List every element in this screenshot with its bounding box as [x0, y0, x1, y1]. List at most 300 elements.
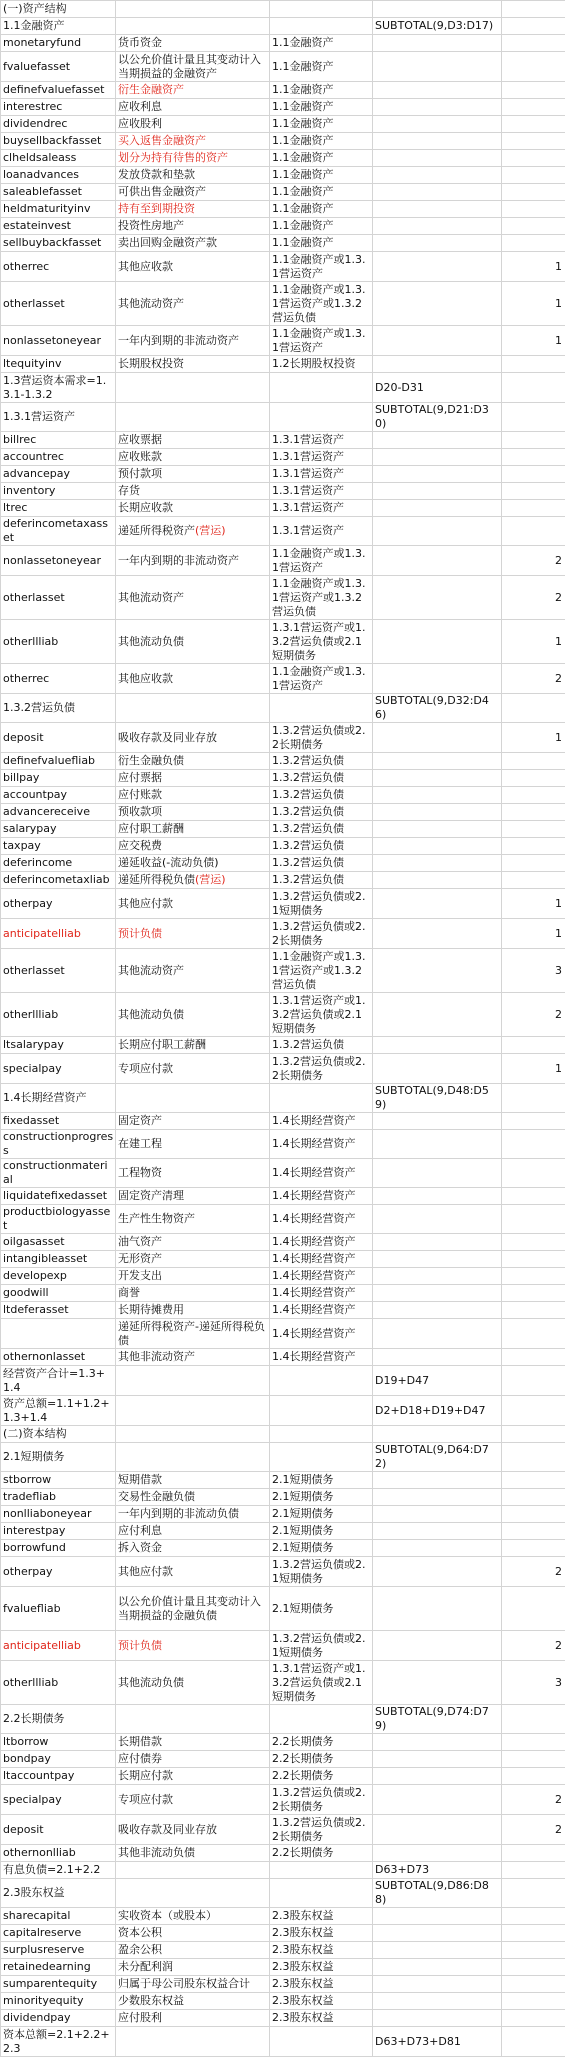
count-cell[interactable] — [502, 872, 565, 889]
item-name-cell[interactable] — [116, 1506, 270, 1523]
field-code-cell[interactable] — [1, 326, 116, 356]
category-cell[interactable] — [270, 1540, 373, 1557]
count-cell[interactable] — [502, 326, 565, 356]
count-cell[interactable] — [502, 1993, 565, 2010]
category-cell[interactable] — [270, 18, 373, 35]
field-code-cell[interactable] — [1, 1188, 116, 1205]
field-code-cell[interactable] — [1, 1540, 116, 1557]
field-code-cell[interactable] — [1, 1925, 116, 1942]
item-name-cell[interactable] — [116, 1942, 270, 1959]
category-cell[interactable] — [270, 1925, 373, 1942]
item-name-cell[interactable] — [116, 35, 270, 52]
item-name-cell[interactable] — [116, 1396, 270, 1426]
item-name-cell[interactable] — [116, 804, 270, 821]
formula-cell[interactable] — [373, 1054, 502, 1084]
formula-cell[interactable] — [373, 2010, 502, 2027]
item-name-cell[interactable] — [116, 403, 270, 432]
field-code-cell[interactable] — [1, 432, 116, 449]
count-cell[interactable] — [502, 1037, 565, 1054]
category-cell[interactable] — [270, 1557, 373, 1587]
formula-cell[interactable] — [373, 116, 502, 133]
category-cell[interactable] — [270, 282, 373, 326]
category-cell[interactable] — [270, 1205, 373, 1234]
field-code-cell[interactable] — [1, 500, 116, 517]
item-name-cell[interactable] — [116, 201, 270, 218]
formula-cell[interactable] — [373, 1557, 502, 1587]
item-name-cell[interactable] — [116, 2010, 270, 2027]
field-code-cell[interactable] — [1, 1366, 116, 1396]
count-cell[interactable] — [502, 787, 565, 804]
formula-cell[interactable] — [373, 432, 502, 449]
formula-cell[interactable] — [373, 1268, 502, 1285]
item-name-cell[interactable] — [116, 1285, 270, 1302]
item-name-cell[interactable] — [116, 1959, 270, 1976]
category-cell[interactable] — [270, 252, 373, 282]
count-cell[interactable] — [502, 1443, 565, 1472]
field-code-cell[interactable] — [1, 620, 116, 664]
count-cell[interactable] — [502, 201, 565, 218]
field-code-cell[interactable] — [1, 1942, 116, 1959]
count-cell[interactable] — [502, 1188, 565, 1205]
item-name-cell[interactable] — [116, 1993, 270, 2010]
formula-cell[interactable] — [373, 1472, 502, 1489]
count-cell[interactable] — [502, 1, 565, 18]
item-name-cell[interactable] — [116, 1587, 270, 1631]
item-name-cell[interactable] — [116, 1908, 270, 1925]
count-cell[interactable] — [502, 770, 565, 787]
field-code-cell[interactable] — [1, 18, 116, 35]
field-code-cell[interactable] — [1, 546, 116, 576]
item-name-cell[interactable] — [116, 753, 270, 770]
item-name-cell[interactable] — [116, 1751, 270, 1768]
category-cell[interactable] — [270, 1302, 373, 1319]
formula-cell[interactable] — [373, 1908, 502, 1925]
field-code-cell[interactable] — [1, 2010, 116, 2027]
item-name-cell[interactable] — [116, 18, 270, 35]
field-code-cell[interactable] — [1, 184, 116, 201]
category-cell[interactable] — [270, 1113, 373, 1130]
category-cell[interactable] — [270, 872, 373, 889]
category-cell[interactable] — [270, 1426, 373, 1443]
field-code-cell[interactable] — [1, 1976, 116, 1993]
item-name-cell[interactable] — [116, 167, 270, 184]
formula-cell[interactable] — [373, 1, 502, 18]
category-cell[interactable] — [270, 1845, 373, 1862]
field-code-cell[interactable] — [1, 576, 116, 620]
formula-cell[interactable] — [373, 753, 502, 770]
formula-cell[interactable] — [373, 373, 502, 403]
formula-cell[interactable] — [373, 838, 502, 855]
field-code-cell[interactable] — [1, 449, 116, 466]
count-cell[interactable] — [502, 855, 565, 872]
formula-cell[interactable] — [373, 1251, 502, 1268]
item-name-cell[interactable] — [116, 2027, 270, 2057]
category-cell[interactable] — [270, 1908, 373, 1925]
formula-cell[interactable] — [373, 1396, 502, 1426]
formula-cell[interactable] — [373, 1443, 502, 1472]
category-cell[interactable] — [270, 116, 373, 133]
item-name-cell[interactable] — [116, 1523, 270, 1540]
formula-cell[interactable] — [373, 1113, 502, 1130]
category-cell[interactable] — [270, 1268, 373, 1285]
category-cell[interactable] — [270, 821, 373, 838]
field-code-cell[interactable] — [1, 1993, 116, 2010]
field-code-cell[interactable] — [1, 150, 116, 167]
formula-cell[interactable] — [373, 150, 502, 167]
count-cell[interactable] — [502, 1396, 565, 1426]
count-cell[interactable] — [502, 1976, 565, 1993]
count-cell[interactable] — [502, 1768, 565, 1785]
field-code-cell[interactable] — [1, 218, 116, 235]
formula-cell[interactable] — [373, 889, 502, 919]
count-cell[interactable] — [502, 1631, 565, 1661]
field-code-cell[interactable] — [1, 1587, 116, 1631]
field-code-cell[interactable] — [1, 1631, 116, 1661]
item-name-cell[interactable] — [116, 546, 270, 576]
formula-cell[interactable] — [373, 1815, 502, 1845]
category-cell[interactable] — [270, 1159, 373, 1188]
category-cell[interactable] — [270, 1959, 373, 1976]
formula-cell[interactable] — [373, 855, 502, 872]
field-code-cell[interactable] — [1, 1, 116, 18]
field-code-cell[interactable] — [1, 1426, 116, 1443]
formula-cell[interactable] — [373, 326, 502, 356]
category-cell[interactable] — [270, 1976, 373, 1993]
item-name-cell[interactable] — [116, 99, 270, 116]
item-name-cell[interactable] — [116, 449, 270, 466]
count-cell[interactable] — [502, 1557, 565, 1587]
item-name-cell[interactable] — [116, 770, 270, 787]
count-cell[interactable] — [502, 949, 565, 993]
category-cell[interactable] — [270, 1396, 373, 1426]
field-code-cell[interactable] — [1, 99, 116, 116]
item-name-cell[interactable] — [116, 218, 270, 235]
item-name-cell[interactable] — [116, 432, 270, 449]
field-code-cell[interactable] — [1, 201, 116, 218]
count-cell[interactable] — [502, 1285, 565, 1302]
count-cell[interactable] — [502, 52, 565, 82]
count-cell[interactable] — [502, 184, 565, 201]
category-cell[interactable] — [270, 1443, 373, 1472]
item-name-cell[interactable] — [116, 664, 270, 694]
category-cell[interactable] — [270, 466, 373, 483]
formula-cell[interactable] — [373, 252, 502, 282]
count-cell[interactable] — [502, 1130, 565, 1159]
item-name-cell[interactable] — [116, 1205, 270, 1234]
item-name-cell[interactable] — [116, 1489, 270, 1506]
count-cell[interactable] — [502, 1506, 565, 1523]
field-code-cell[interactable] — [1, 1396, 116, 1426]
item-name-cell[interactable] — [116, 133, 270, 150]
category-cell[interactable] — [270, 1349, 373, 1366]
field-code-cell[interactable] — [1, 1879, 116, 1908]
field-code-cell[interactable] — [1, 1130, 116, 1159]
category-cell[interactable] — [270, 770, 373, 787]
count-cell[interactable] — [502, 82, 565, 99]
count-cell[interactable] — [502, 99, 565, 116]
category-cell[interactable] — [270, 52, 373, 82]
count-cell[interactable] — [502, 18, 565, 35]
formula-cell[interactable] — [373, 1862, 502, 1879]
item-name-cell[interactable] — [116, 235, 270, 252]
category-cell[interactable] — [270, 1815, 373, 1845]
formula-cell[interactable] — [373, 1084, 502, 1113]
item-name-cell[interactable] — [116, 723, 270, 753]
category-cell[interactable] — [270, 150, 373, 167]
count-cell[interactable] — [502, 1705, 565, 1734]
formula-cell[interactable] — [373, 167, 502, 184]
formula-cell[interactable] — [373, 919, 502, 949]
formula-cell[interactable] — [373, 403, 502, 432]
count-cell[interactable] — [502, 133, 565, 150]
category-cell[interactable] — [270, 500, 373, 517]
formula-cell[interactable] — [373, 218, 502, 235]
category-cell[interactable] — [270, 1751, 373, 1768]
item-name-cell[interactable] — [116, 282, 270, 326]
count-cell[interactable] — [502, 546, 565, 576]
field-code-cell[interactable] — [1, 1815, 116, 1845]
count-cell[interactable] — [502, 821, 565, 838]
count-cell[interactable] — [502, 889, 565, 919]
count-cell[interactable] — [502, 1426, 565, 1443]
formula-cell[interactable] — [373, 993, 502, 1037]
formula-cell[interactable] — [373, 201, 502, 218]
category-cell[interactable] — [270, 1037, 373, 1054]
field-code-cell[interactable] — [1, 1489, 116, 1506]
formula-cell[interactable] — [373, 723, 502, 753]
count-cell[interactable] — [502, 1862, 565, 1879]
item-name-cell[interactable] — [116, 787, 270, 804]
category-cell[interactable] — [270, 1130, 373, 1159]
field-code-cell[interactable] — [1, 949, 116, 993]
item-name-cell[interactable] — [116, 1130, 270, 1159]
field-code-cell[interactable] — [1, 770, 116, 787]
field-code-cell[interactable] — [1, 889, 116, 919]
item-name-cell[interactable] — [116, 1661, 270, 1705]
item-name-cell[interactable] — [116, 116, 270, 133]
field-code-cell[interactable] — [1, 52, 116, 82]
item-name-cell[interactable] — [116, 1734, 270, 1751]
formula-cell[interactable] — [373, 1366, 502, 1396]
category-cell[interactable] — [270, 1993, 373, 2010]
field-code-cell[interactable] — [1, 1285, 116, 1302]
item-name-cell[interactable] — [116, 1925, 270, 1942]
count-cell[interactable] — [502, 449, 565, 466]
formula-cell[interactable] — [373, 1540, 502, 1557]
formula-cell[interactable] — [373, 1205, 502, 1234]
category-cell[interactable] — [270, 620, 373, 664]
category-cell[interactable] — [270, 787, 373, 804]
formula-cell[interactable] — [373, 1523, 502, 1540]
category-cell[interactable] — [270, 1319, 373, 1349]
field-code-cell[interactable] — [1, 1443, 116, 1472]
count-cell[interactable] — [502, 1942, 565, 1959]
category-cell[interactable] — [270, 2027, 373, 2057]
category-cell[interactable] — [270, 449, 373, 466]
count-cell[interactable] — [502, 1159, 565, 1188]
count-cell[interactable] — [502, 1319, 565, 1349]
item-name-cell[interactable] — [116, 1862, 270, 1879]
category-cell[interactable] — [270, 889, 373, 919]
item-name-cell[interactable] — [116, 1815, 270, 1845]
formula-cell[interactable] — [373, 546, 502, 576]
category-cell[interactable] — [270, 723, 373, 753]
formula-cell[interactable] — [373, 1234, 502, 1251]
category-cell[interactable] — [270, 1054, 373, 1084]
formula-cell[interactable] — [373, 872, 502, 889]
count-cell[interactable] — [502, 1734, 565, 1751]
count-cell[interactable] — [502, 1251, 565, 1268]
item-name-cell[interactable] — [116, 1472, 270, 1489]
item-name-cell[interactable] — [116, 1084, 270, 1113]
count-cell[interactable] — [502, 517, 565, 546]
count-cell[interactable] — [502, 993, 565, 1037]
formula-cell[interactable] — [373, 235, 502, 252]
field-code-cell[interactable] — [1, 235, 116, 252]
formula-cell[interactable] — [373, 1349, 502, 1366]
item-name-cell[interactable] — [116, 1540, 270, 1557]
count-cell[interactable] — [502, 150, 565, 167]
category-cell[interactable] — [270, 2010, 373, 2027]
field-code-cell[interactable] — [1, 1768, 116, 1785]
field-code-cell[interactable] — [1, 1557, 116, 1587]
category-cell[interactable] — [270, 694, 373, 723]
formula-cell[interactable] — [373, 466, 502, 483]
formula-cell[interactable] — [373, 449, 502, 466]
field-code-cell[interactable] — [1, 82, 116, 99]
count-cell[interactable] — [502, 723, 565, 753]
formula-cell[interactable] — [373, 1188, 502, 1205]
field-code-cell[interactable] — [1, 483, 116, 500]
category-cell[interactable] — [270, 664, 373, 694]
formula-cell[interactable] — [373, 1285, 502, 1302]
field-code-cell[interactable] — [1, 252, 116, 282]
count-cell[interactable] — [502, 1661, 565, 1705]
category-cell[interactable] — [270, 184, 373, 201]
field-code-cell[interactable] — [1, 517, 116, 546]
formula-cell[interactable] — [373, 99, 502, 116]
category-cell[interactable] — [270, 133, 373, 150]
formula-cell[interactable] — [373, 770, 502, 787]
formula-cell[interactable] — [373, 1768, 502, 1785]
field-code-cell[interactable] — [1, 694, 116, 723]
count-cell[interactable] — [502, 466, 565, 483]
category-cell[interactable] — [270, 1366, 373, 1396]
item-name-cell[interactable] — [116, 1251, 270, 1268]
item-name-cell[interactable] — [116, 52, 270, 82]
count-cell[interactable] — [502, 838, 565, 855]
item-name-cell[interactable] — [116, 356, 270, 373]
field-code-cell[interactable] — [1, 1349, 116, 1366]
formula-cell[interactable] — [373, 1705, 502, 1734]
field-code-cell[interactable] — [1, 133, 116, 150]
field-code-cell[interactable] — [1, 1959, 116, 1976]
formula-cell[interactable] — [373, 1587, 502, 1631]
category-cell[interactable] — [270, 483, 373, 500]
item-name-cell[interactable] — [116, 1705, 270, 1734]
field-code-cell[interactable] — [1, 167, 116, 184]
count-cell[interactable] — [502, 282, 565, 326]
field-code-cell[interactable] — [1, 787, 116, 804]
count-cell[interactable] — [502, 403, 565, 432]
item-name-cell[interactable] — [116, 500, 270, 517]
formula-cell[interactable] — [373, 804, 502, 821]
count-cell[interactable] — [502, 1366, 565, 1396]
field-code-cell[interactable] — [1, 804, 116, 821]
formula-cell[interactable] — [373, 1302, 502, 1319]
field-code-cell[interactable] — [1, 753, 116, 770]
field-code-cell[interactable] — [1, 1113, 116, 1130]
category-cell[interactable] — [270, 99, 373, 116]
category-cell[interactable] — [270, 326, 373, 356]
item-name-cell[interactable] — [116, 517, 270, 546]
formula-cell[interactable] — [373, 1506, 502, 1523]
item-name-cell[interactable] — [116, 1631, 270, 1661]
item-name-cell[interactable] — [116, 1037, 270, 1054]
item-name-cell[interactable] — [116, 150, 270, 167]
item-name-cell[interactable] — [116, 1426, 270, 1443]
category-cell[interactable] — [270, 218, 373, 235]
count-cell[interactable] — [502, 116, 565, 133]
item-name-cell[interactable] — [116, 576, 270, 620]
count-cell[interactable] — [502, 500, 565, 517]
category-cell[interactable] — [270, 167, 373, 184]
count-cell[interactable] — [502, 1959, 565, 1976]
category-cell[interactable] — [270, 1084, 373, 1113]
formula-cell[interactable] — [373, 1879, 502, 1908]
count-cell[interactable] — [502, 1523, 565, 1540]
category-cell[interactable] — [270, 1523, 373, 1540]
item-name-cell[interactable] — [116, 1234, 270, 1251]
category-cell[interactable] — [270, 1, 373, 18]
item-name-cell[interactable] — [116, 1845, 270, 1862]
category-cell[interactable] — [270, 82, 373, 99]
field-code-cell[interactable] — [1, 855, 116, 872]
field-code-cell[interactable] — [1, 919, 116, 949]
field-code-cell[interactable] — [1, 1862, 116, 1879]
formula-cell[interactable] — [373, 184, 502, 201]
formula-cell[interactable] — [373, 133, 502, 150]
field-code-cell[interactable] — [1, 1506, 116, 1523]
count-cell[interactable] — [502, 218, 565, 235]
category-cell[interactable] — [270, 1506, 373, 1523]
formula-cell[interactable] — [373, 1734, 502, 1751]
field-code-cell[interactable] — [1, 1845, 116, 1862]
count-cell[interactable] — [502, 1751, 565, 1768]
count-cell[interactable] — [502, 1587, 565, 1631]
item-name-cell[interactable] — [116, 373, 270, 403]
field-code-cell[interactable] — [1, 2027, 116, 2057]
formula-cell[interactable] — [373, 1130, 502, 1159]
item-name-cell[interactable] — [116, 872, 270, 889]
field-code-cell[interactable] — [1, 1054, 116, 1084]
field-code-cell[interactable] — [1, 664, 116, 694]
formula-cell[interactable] — [373, 500, 502, 517]
item-name-cell[interactable] — [116, 483, 270, 500]
field-code-cell[interactable] — [1, 1234, 116, 1251]
item-name-cell[interactable] — [116, 466, 270, 483]
category-cell[interactable] — [270, 1489, 373, 1506]
category-cell[interactable] — [270, 1234, 373, 1251]
category-cell[interactable] — [270, 1661, 373, 1705]
item-name-cell[interactable] — [116, 1349, 270, 1366]
count-cell[interactable] — [502, 620, 565, 664]
item-name-cell[interactable] — [116, 326, 270, 356]
category-cell[interactable] — [270, 1734, 373, 1751]
field-code-cell[interactable] — [1, 356, 116, 373]
category-cell[interactable] — [270, 753, 373, 770]
count-cell[interactable] — [502, 804, 565, 821]
